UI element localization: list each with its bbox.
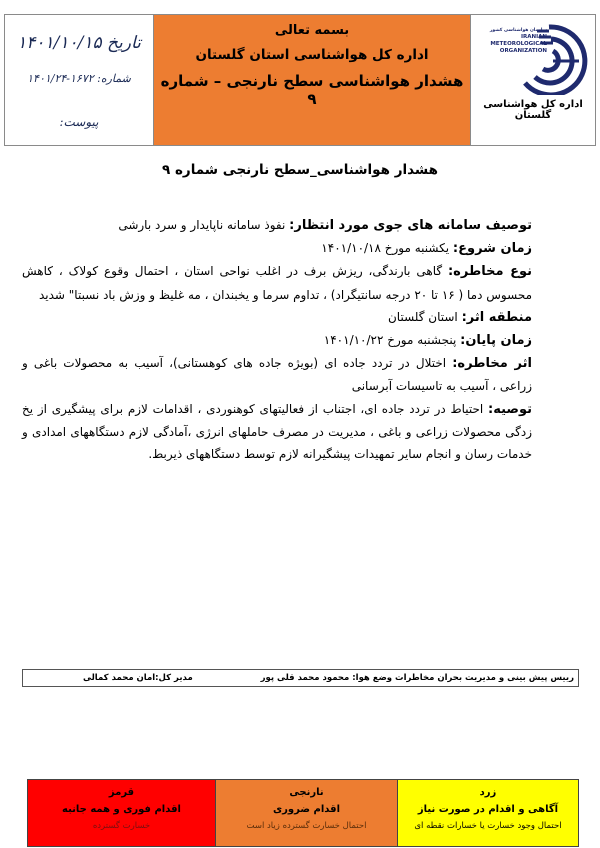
section-label: اثر مخاطره: bbox=[452, 356, 532, 372]
section-label: زمان پایان: bbox=[460, 333, 532, 349]
section-hazard-impact bbox=[22, 352, 532, 397]
legend-action: اقدام ضروری bbox=[272, 804, 340, 815]
warning-level-legend bbox=[27, 779, 579, 847]
section-expected-systems bbox=[22, 214, 532, 237]
logo-text-en-1: IRANIAN bbox=[520, 34, 547, 40]
section-label: منطقه اثر: bbox=[461, 309, 532, 325]
section-text: اختلال در تردد جاده ای (بویژه جاده های کوهستانی)، آسیب به محصولات باغی و زراعی ، آسیب به تاسیسات آبرسانی bbox=[22, 356, 532, 394]
legend-action: آگاهی و اقدام در صورت نیاز bbox=[417, 804, 559, 815]
section-label: نوع مخاطره: bbox=[447, 264, 532, 280]
date-value: ۱۴۰۱/۱۰/۱۵ bbox=[17, 33, 102, 53]
warning-heading: هشدار هواشناسی سطح نارنجی – شماره ۹ bbox=[160, 72, 464, 108]
legend-action: اقدام فوری و همه جانبه bbox=[62, 804, 181, 815]
section-start-time bbox=[22, 237, 532, 260]
section-hazard-type bbox=[22, 260, 532, 305]
legend-yellow bbox=[398, 780, 578, 846]
section-affected-area bbox=[22, 306, 532, 329]
logo-caption: اداره کل هواشناسی گلستان bbox=[483, 99, 583, 121]
section-text: استان گلستان bbox=[387, 309, 462, 324]
organization-name: اداره کل هواشناسی استان گلستان bbox=[195, 47, 429, 63]
meteorological-organization-logo bbox=[479, 23, 591, 93]
letterhead-logo-block bbox=[471, 15, 595, 145]
section-label: زمان شروع: bbox=[452, 241, 532, 257]
forecast-head-signature: رییس پیش بینی و مدیریت بحران مخاطرات وضع هوا: محمود محمد قلی پور bbox=[260, 673, 574, 683]
legend-title: نارنجی bbox=[289, 787, 324, 798]
document-title: هشدار هواشناسی_سطح نارنجی شماره ۹ bbox=[162, 162, 438, 178]
legend-note: احتمال وجود خسارت یا خسارات نقطه ای bbox=[414, 821, 562, 831]
number-label: شماره: bbox=[97, 72, 131, 85]
spiral-emblem-icon bbox=[479, 23, 591, 95]
letterhead-meta bbox=[5, 15, 154, 145]
date-line bbox=[5, 33, 153, 53]
section-recommendation bbox=[22, 398, 532, 466]
section-text: احتیاط در تردد جاده ای، اجتناب از فعالیتهای کوهنوردی ، اقدامات لازم برای پیشگیری از یخ زدگی محصولات زراعی و باغی ، مدیریت در مصرف حاملهای انرژی ،آمادگی لازم دستگاههای امدادی و خدمات رسان و انجام سایر تمهیدات پیشگیرانه لازم توسط دستگاههای ذیربط. bbox=[22, 401, 532, 462]
section-text: نفوذ سامانه ناپایدار و سرد بارشی bbox=[118, 218, 290, 232]
legend-title: زرد bbox=[479, 787, 497, 798]
letterhead-title-block bbox=[154, 15, 471, 145]
signature-bar bbox=[22, 669, 579, 687]
legend-note: احتمال خسارت گسترده زیاد است bbox=[246, 821, 367, 831]
number-line bbox=[5, 72, 153, 85]
section-text: پنجشنبه مورخ ۱۴۰۱/۱۰/۲۲ bbox=[323, 333, 461, 348]
section-label: توصیه: bbox=[488, 401, 532, 417]
section-label: توصیف سامانه های جوی مورد انتظار: bbox=[289, 218, 532, 233]
logo-text-en-3: ORGANIZATION bbox=[499, 48, 547, 54]
warning-body bbox=[22, 214, 532, 465]
date-label: تاریخ bbox=[107, 33, 141, 53]
director-general-signature: مدیر کل:امان محمد کمالی bbox=[83, 673, 193, 683]
legend-red bbox=[28, 780, 216, 846]
legend-note: خسارت گسترده bbox=[92, 821, 151, 831]
logo-text-en-2: METEOROLOGICAL bbox=[490, 41, 547, 47]
legend-title: قرمز bbox=[108, 787, 135, 798]
number-value: ۱۶۷۲-۱۴۰۱/۲۴ bbox=[27, 72, 94, 85]
section-text: گاهی بارندگی، ریزش برف در اغلب نواحی استان ، احتمال وقوع کولاک ، کاهش محسوس دما ( ۱۶ تا ۲۰ درجه سانتیگراد) ، تداوم سرما و یخبندان ، مه غلیظ و وزش باد نسبتا" شدید bbox=[22, 264, 532, 302]
attachment-label: پیوست: bbox=[59, 115, 99, 129]
logo-text-fa: سازمان هواشناسی کشور bbox=[489, 28, 547, 33]
section-end-time bbox=[22, 329, 532, 352]
legend-orange bbox=[216, 780, 398, 846]
section-text: یکشنبه مورخ ۱۴۰۱/۱۰/۱۸ bbox=[321, 241, 453, 256]
invocation: بسمه تعالی bbox=[274, 23, 350, 38]
letterhead bbox=[4, 14, 596, 146]
